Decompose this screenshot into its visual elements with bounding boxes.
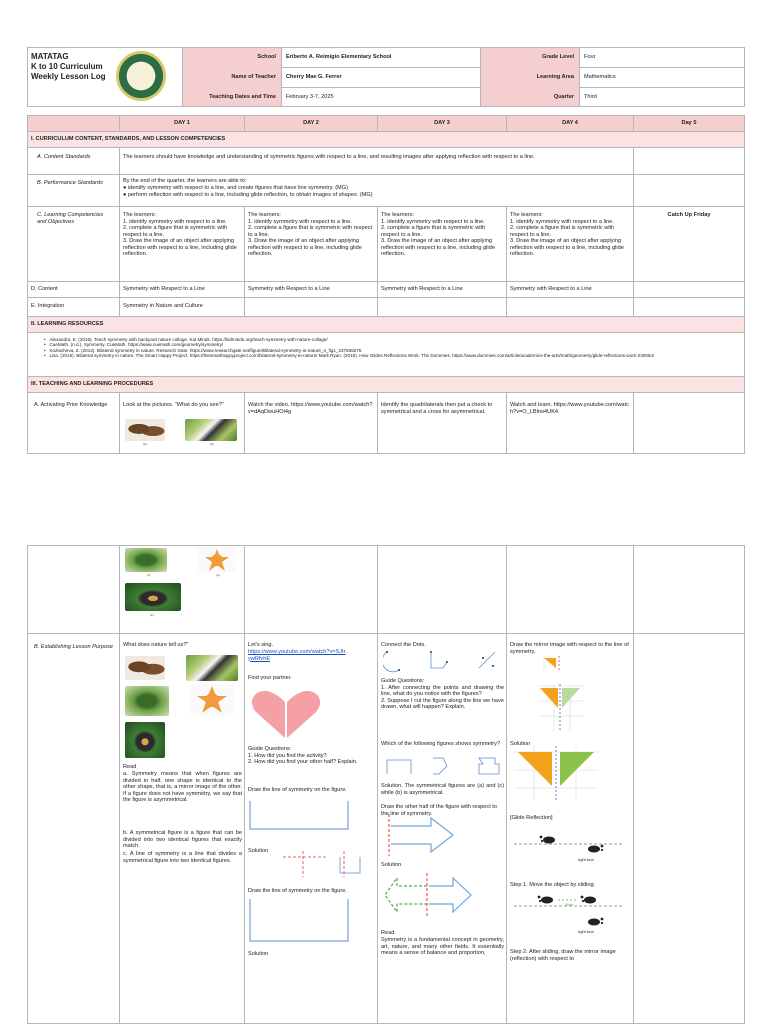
- content-label: D. Content: [31, 286, 58, 292]
- catch-up-friday: Catch Up Friday: [667, 212, 711, 218]
- activating-label: A. Activating Prior Knowledge: [34, 402, 108, 408]
- area-label: Learning Area: [536, 74, 574, 80]
- day4-mirror-instruction: Draw the mirror image with respect to the line of symmetry.: [510, 642, 629, 655]
- content-day-2: Symmetry with Respect to a Line: [248, 286, 330, 292]
- rectangle-figure-2: [248, 897, 350, 943]
- day2-draw-instruction-2: Draw the line of symmetry on the figure.: [248, 888, 347, 894]
- section-procedures-header: III. TEACHING AND LEARNING PROCEDURES: [31, 381, 154, 387]
- teacher-value: Cherry Mae G. Ferrer: [286, 74, 342, 80]
- leaf-image: [125, 548, 167, 572]
- brand-line-1: MATATAG: [31, 52, 69, 61]
- right-foot-label: right foot: [578, 857, 594, 862]
- day4-step-2: Step 2. After sliding, draw the mirror image (reflection) with respect to: [510, 949, 616, 962]
- day1-definition-a: a. Symmetry means that when figures are divided in half, one shape is identical to the other shape, that is, a mirror image of the other. If a figure does not have symmetry, we say that the figure is asymmetrical.: [123, 771, 242, 803]
- heart-image: [250, 688, 322, 742]
- butterfly-dark-image: [125, 722, 165, 758]
- arrow-half-figure: [383, 814, 463, 856]
- day3-read: Read: [381, 930, 395, 936]
- activating-day-1: Look at the pictures. “What do you see?”: [123, 402, 224, 408]
- coconut-image: [125, 656, 165, 680]
- slide-label: Slide: [565, 903, 573, 907]
- quarter-value: Third: [584, 94, 597, 100]
- competency-day-1: The learners: 1. identify symmetry with respect to a line. 2. complete a figure that is symmetric with respect to a line. 3. Draw the image of an object after applying reflection with respect to a line, including glide reflection.: [123, 212, 237, 257]
- day2-guide-questions: Guide Questions: 1. How did you find the activity? 2. How did you find your other half? Explain.: [248, 746, 358, 765]
- performance-intro: By the end of the quarter, the learners are able to:: [123, 178, 247, 184]
- day2-find-partner: Find your partner.: [248, 675, 292, 681]
- activating-day-4: Watch and learn. https://www.youtube.com/watch?v=O_LBlno4UK4: [510, 402, 629, 415]
- day2-draw-instruction-1: Draw the line of symmetry on the figure.: [248, 787, 347, 793]
- activating-day-3: Identify the quadrilaterals then put a check to symmetrical and a cross for asymmetrical.: [381, 402, 493, 415]
- content-day-4: Symmetry with Respect to a Line: [510, 286, 592, 292]
- mirror-grid-figure: [514, 656, 600, 736]
- image-caption-a: (a): [143, 442, 147, 446]
- starfish-image: [190, 684, 234, 716]
- dates-label: Teaching Dates and Time: [209, 94, 276, 100]
- nature-question: What does nature tell us?": [123, 642, 189, 648]
- footprint-icon: [514, 830, 624, 862]
- performance-item-2: ● perform reflection with respect to a line, including glide reflection, to obtain images of shapes. (MG): [123, 192, 373, 198]
- deped-seal-icon: [116, 51, 166, 101]
- butterfly-image: [186, 655, 238, 681]
- integration-value: Symmetry in Nature and Culture: [123, 303, 203, 309]
- leaf-image: [125, 686, 169, 716]
- brand-line-2: K to 10 Curriculum: [31, 62, 103, 71]
- symmetry-solution-figure: [248, 851, 368, 879]
- day3-solution-2: Solution: [381, 862, 402, 868]
- teacher-label: Name of Teacher: [231, 74, 276, 80]
- day-5-header: Day 5: [681, 120, 697, 126]
- competency-day-2: The learners: 1. identify symmetry with respect to a line. 2. complete a figure that is symmetric with respect to a line. 3. Draw the image of an object after applying reflection with respect to a line, including glide reflection.: [248, 212, 373, 257]
- resource-item: • Lisa. (2015). Bilateral symmetry in nature. The Smart Happy Project. https://thesmarthappyproject.com/bilateral-symmetry-in-nature/ Mark Ryan. (2016). How Glides Reflections Work. The Dummies. https://www.dummies.com/article/academics-the-arts/math/geometry/glide-reflections-work-230054/: [44, 353, 655, 359]
- performance-item-1: ● identify symmetry with respect to a line, and create figures that have line symmetry. (MG): [123, 185, 348, 191]
- resource-item: • Kozlacheva, Z. (2013). Bilateral symmetry in nature. Research Gate. https://www.researchgate.net/figure/Bilateral-symmetry-in-nature_4_fig1_237838275: [44, 347, 362, 353]
- day3-which-question: Which of the following figures shows symmetry?: [381, 741, 501, 747]
- day4-glide-reflection: [Glide Reflection]: [510, 815, 553, 821]
- day1-definition-c: c. A line of symmetry is a line that divides a symmetrical figure into two identical figures.: [123, 851, 242, 864]
- integration-label: E. Integration: [31, 303, 65, 309]
- arrow-full-figure: [383, 873, 503, 917]
- competency-day-4: The learners: 1. identify symmetry with respect to a line. 2. complete a figure that is symmetric with respect to a line. 3. Draw the image of an object after applying reflection with respect to a line, including glide reflection.: [510, 212, 624, 257]
- day3-symmetry-text: Symmetry is a fundamental concept in geometry, art, nature, and many other fields. It essentially means a sense of balance and proportion,: [381, 937, 504, 956]
- resource-item: • Alexandra, E. (2016). Teach symmetry with backyard nature collage. Kid Minds. https://kidminds.org/teach-symmetry-with-nature-collage/: [44, 337, 328, 342]
- day-2-header: DAY 2: [303, 120, 319, 126]
- school-label: School: [257, 54, 276, 60]
- performance-standards-label: B. Performance Standards: [37, 180, 103, 186]
- section-resources-header: II. LEARNING RESOURCES: [31, 321, 104, 327]
- section-curriculum-header: I. CURRICULUM CONTENT, STANDARDS, AND LESSON COMPETENCIES: [31, 136, 226, 142]
- brand-line-3: Weekly Lesson Log: [31, 72, 106, 81]
- starfish-image: [198, 547, 236, 573]
- day1-definition-b: b. A symmetrical figure is a figure that can be divided into two identical figures that exactly match.: [123, 830, 242, 849]
- day3-draw-instruction: Draw the other half of the figure with respect to the line of symmetry.: [381, 804, 497, 817]
- day1-read: Read: [123, 764, 137, 770]
- grade-value: Four: [584, 54, 596, 60]
- area-value: Mathematics: [584, 74, 616, 80]
- footprint-slide-figure: [514, 892, 624, 934]
- connect-dots-figures: [383, 648, 503, 676]
- day4-solution: Solution: [510, 741, 531, 747]
- day3-connect-dots: Connect the Dots.: [381, 642, 426, 648]
- school-value: Eriberto A. Reimigio Elementary School: [286, 54, 392, 60]
- competency-day-3: The learners: 1. identify symmetry with respect to a line. 2. complete a figure that is symmetric with respect to a line. 3. Draw the image of an object after applying reflection with respect to a line, including glide reflection.: [381, 212, 495, 257]
- day2-solution-2: Solution: [248, 951, 269, 957]
- butterfly-dark-image: [125, 583, 181, 611]
- symmetry-choice-figures: [383, 754, 503, 778]
- content-standards-label: A. Content Standards: [37, 154, 91, 160]
- day3-solution: Solution. The symmetrical figures are (a) and (c) while (b) is asymmetrical.: [381, 783, 504, 796]
- quarter-label: Quarter: [553, 94, 574, 100]
- image-caption-c: (c): [147, 573, 151, 577]
- day2-song-link[interactable]: https://www.youtube.com/watch?v=SJtrywRfvhE: [248, 649, 346, 662]
- activating-day-2: Watch the video. https://www.youtube.com/watch?v=dAqDwuHOi4g: [248, 402, 373, 415]
- content-day-1: Symmetry with Respect to a Line: [123, 286, 205, 292]
- right-foot-label-2: right foot: [578, 929, 594, 934]
- day3-guide-questions: Guide Questions: 1. After connecting the points and drawing the line, what do you notice with the figures? 2. Suppose I cut the figure along the line we have drawn, what will happen? Explain.: [381, 678, 504, 710]
- mirror-solution-figure: [514, 746, 600, 800]
- grade-label: Grade Level: [541, 54, 574, 60]
- resource-item: • CueMath. (n.d.). Symmetry. CueMath. https://www.cuemath.com/geometry/symmetry/: [44, 342, 224, 348]
- image-caption-b: (b): [210, 442, 214, 446]
- butterfly-image: [185, 419, 237, 441]
- day-4-header: DAY 4: [562, 120, 578, 126]
- day-3-header: DAY 3: [434, 120, 450, 126]
- day-1-header: DAY 1: [174, 120, 190, 126]
- coconut-image: [125, 419, 165, 441]
- establishing-label: B. Establishing Lesson Purpose: [34, 644, 113, 650]
- image-caption-d: (d): [216, 573, 220, 577]
- rectangle-figure-1: [248, 797, 350, 833]
- resources-list: [44, 337, 740, 359]
- image-caption-e: (e): [150, 613, 154, 617]
- day4-step-1: Step 1. Move the object by sliding.: [510, 882, 596, 888]
- competencies-label: C. Learning Competencies and Objectives: [37, 212, 104, 225]
- day2-sing: Let's sing.: [248, 642, 274, 648]
- brand-title: [31, 52, 106, 82]
- content-standards-text: The learners should have knowledge and understanding of symmetric figures with respect to a line, and resulting images after applying reflection with respect to a line.: [123, 154, 535, 160]
- day2-solution-1: Solution: [248, 848, 269, 854]
- dates-value: February 3-7, 2025: [286, 94, 334, 100]
- content-day-3: Symmetry with Respect to a Line: [381, 286, 463, 292]
